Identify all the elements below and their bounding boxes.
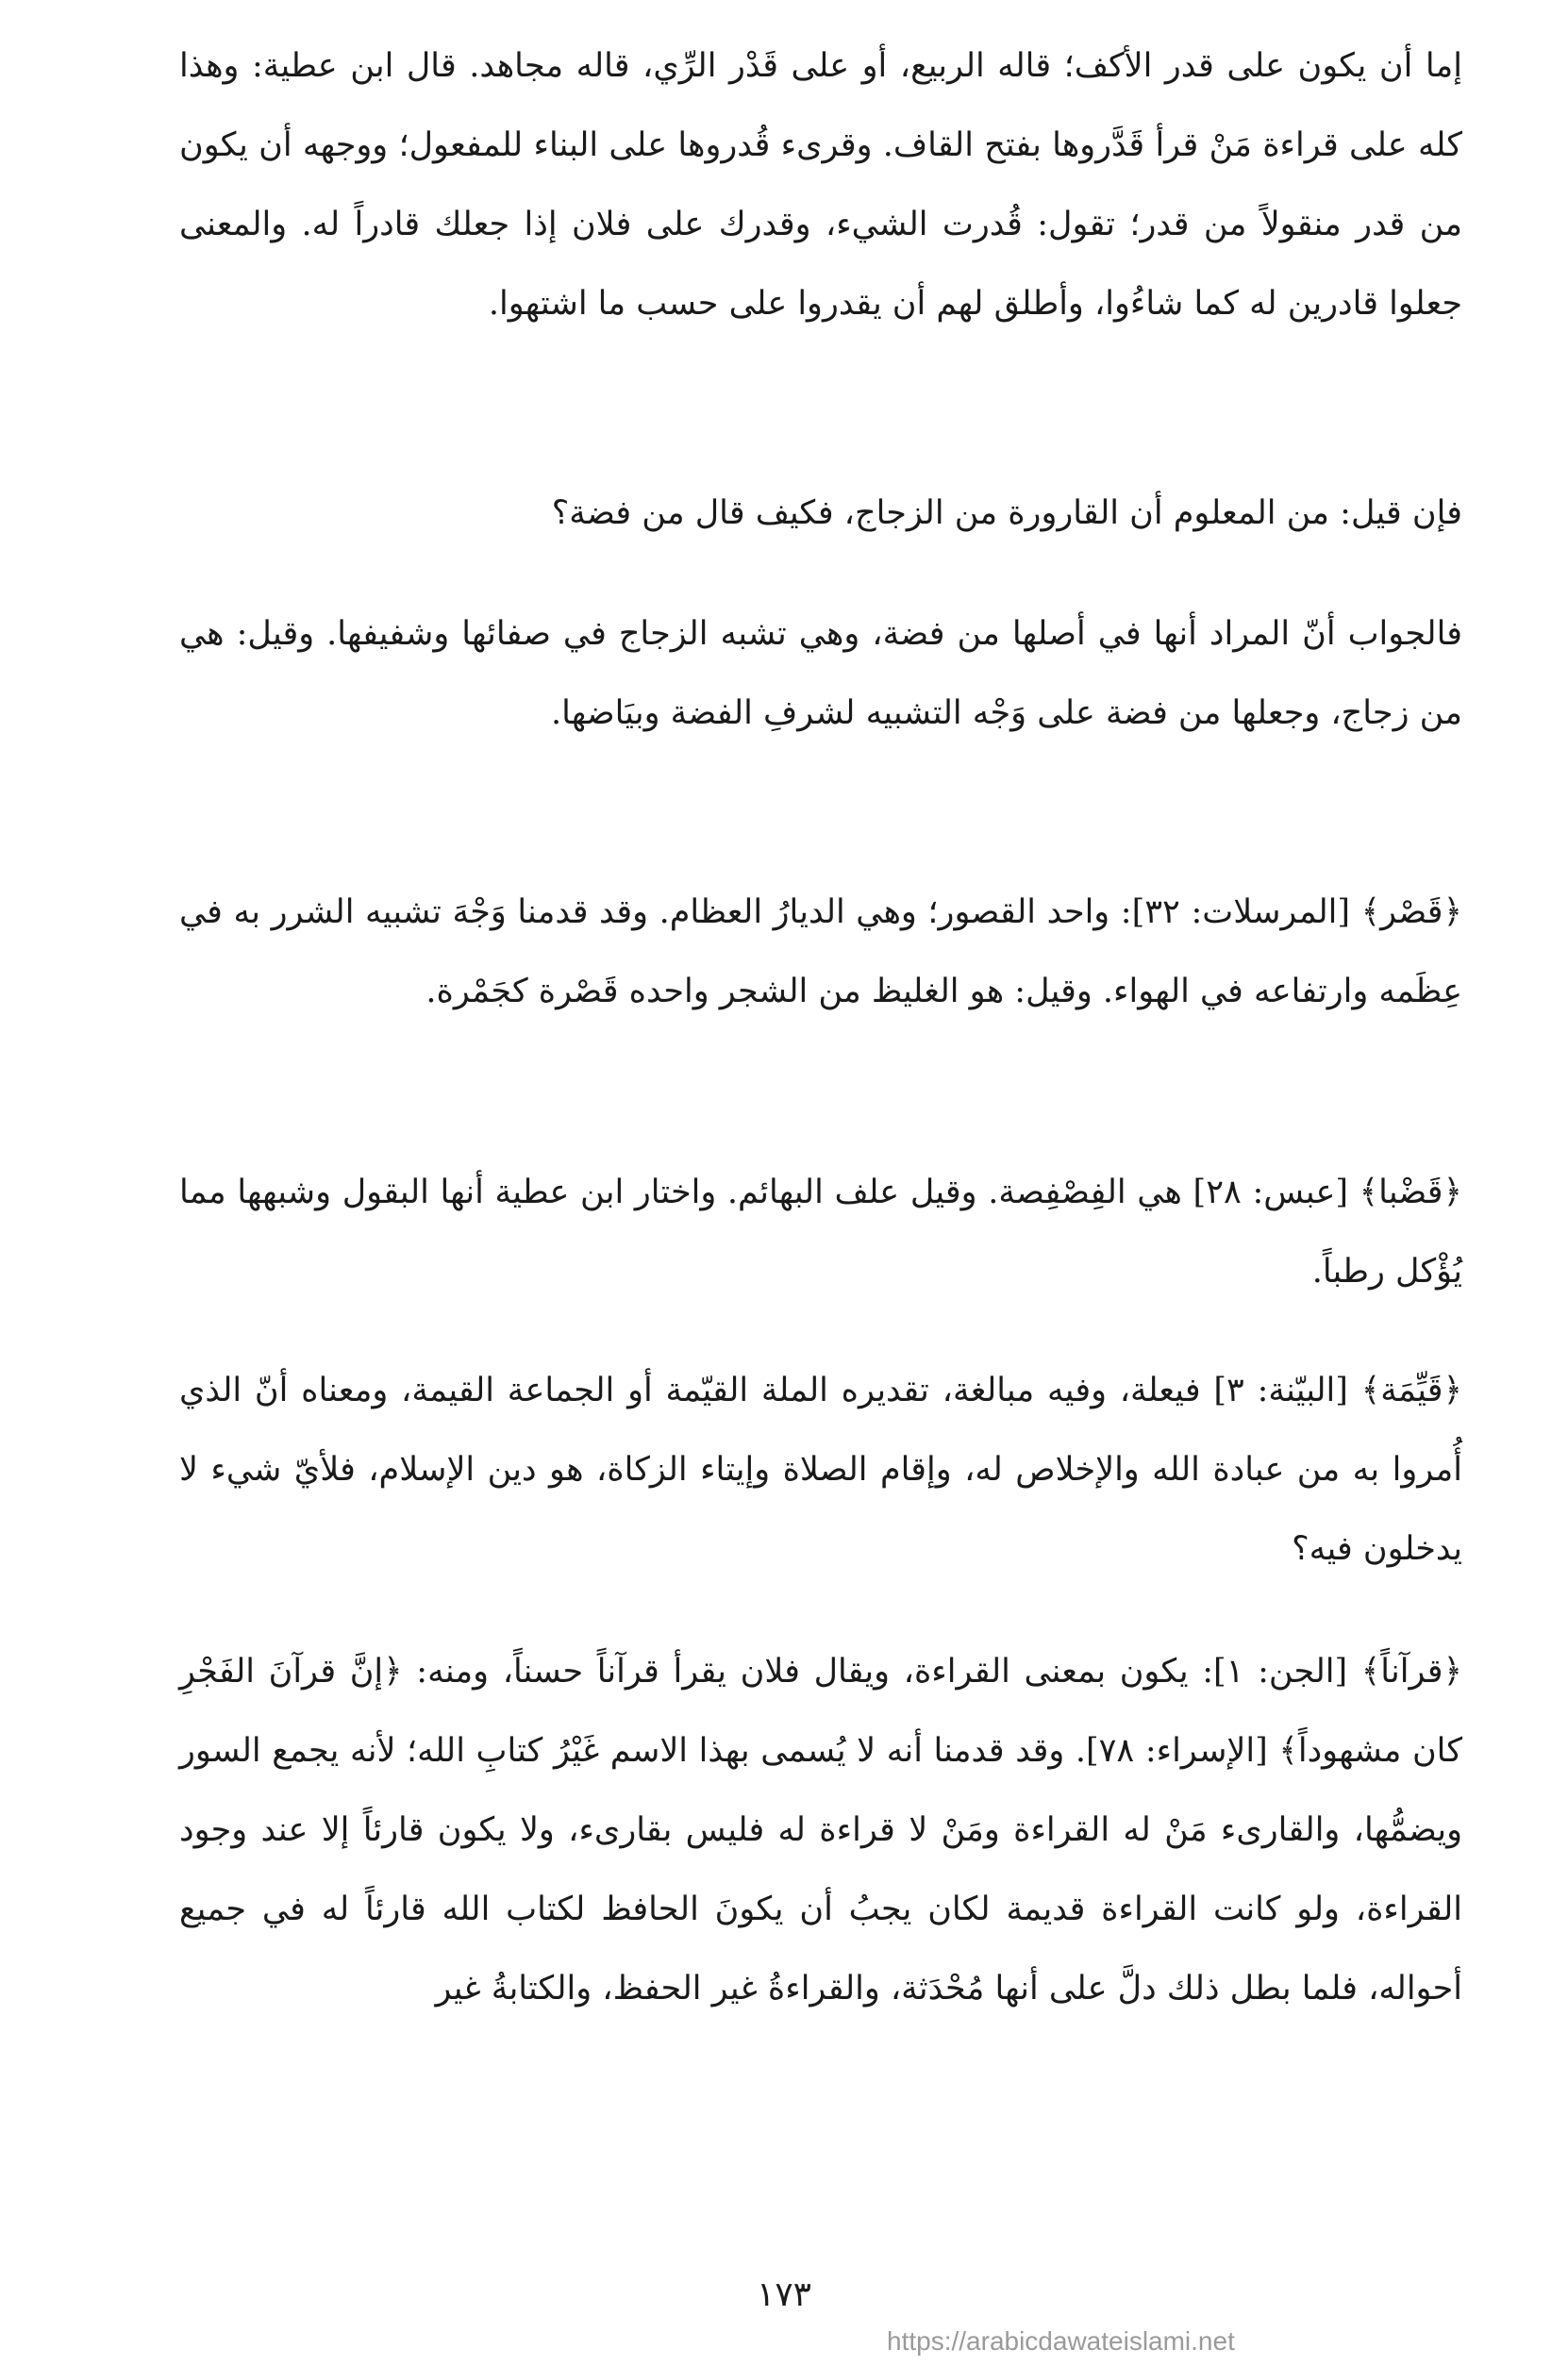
paragraph-6: ﴿قَيِّمَة﴾ [البيّنة: ٣] فيعلة، وفيه مبالغة، تقديره الملة القيّمة أو الجماعة القيمة، ومعناه أنّ الذي أُمروا به من عبادة الله والإخلاص له، وإقام الصلاة وإيتاء الزكاة، هو دين الإسلام، فلأيّ شيء لا يدخلون فيه؟ bbox=[179, 1372, 1462, 1568]
paragraph-1: إما أن يكون على قدر الأكف؛ قاله الربيع، أو على قَدْر الرِّي، قاله مجاهد. قال ابن عطية: وهذا كله على قراءة مَنْ قرأ قَدَّروها بفتح القاف. وقرىء قُدروها على البناء للمفعول؛ ووجهه أن يكون من قدر منقولاً من قدر؛ تقول: قُدرت الشيء، وقدرك على فلان إذا جعلك قادراً له. والمعنى جعلوا قادرين له كما شاءُوا، وأطلق لهم أن يقدروا على حسب ما اشتهوا. bbox=[179, 47, 1462, 323]
paragraph-2: فإن قيل: من المعلوم أن القارورة من الزجاج، فكيف قال من فضة؟ bbox=[551, 494, 1462, 532]
watermark-url: https://arabicdawateislami.net bbox=[887, 2326, 1235, 2356]
paragraph-5: ﴿قَضْبا﴾ [عبس: ٢٨] هي الفِصْفِصة. وقيل علف البهائم. واختار ابن عطية أنها البقول وشبهها مما يُؤْكل رطباً. bbox=[179, 1174, 1463, 1291]
paragraph-4: ﴿قَصْر﴾ [المرسلات: ٣٢]: واحد القصور؛ وهي الديارُ العظام. وقد قدمنا وَجْهَ تشبيه الشرر به في عِظَمه وارتفاعه في الهواء. وقيل: هو الغليظ من الشجر واحده قَصْرة كجَمْرة. bbox=[179, 893, 1462, 1010]
paragraph-3: فالجواب أنّ المراد أنها في أصلها من فضة، وهي تشبه الزجاج في صفائها وشفيفها. وقيل: هي من زجاج، وجعلها من فضة على وَجْه التشبيه لشرفِ الفضة وبيَاضها. bbox=[179, 615, 1462, 732]
page-number: ١٧٣ bbox=[756, 2275, 811, 2314]
paragraph-7: ﴿قرآناً﴾ [الجن: ١]: يكون بمعنى القراءة، ويقال فلان يقرأ قرآناً حسناً، ومنه: ﴿إنَّ قرآنَ الفَجْرِ كان مشهوداً﴾ [الإسراء: ٧٨]. وقد قدمنا أنه لا يُسمى بهذا الاسم غَيْرُ كتابِ الله؛ لأنه يجمع السور ويضمُّها، والقارىء مَنْ له القراءة ومَنْ لا قراءة له فليس بقارىء، ولا يكون قارئاً إلا عند وجود القراءة، ولو كانت القراءة قديمة لكان يجبُ أن يكونَ الحافظ لكتاب الله قارئاً له في جميع أحواله، فلما بطل ذلك دلَّ على أنها مُحْدَثة، والقراءةُ غير الحفظ، والكتابةُ غير bbox=[179, 1653, 1462, 2008]
